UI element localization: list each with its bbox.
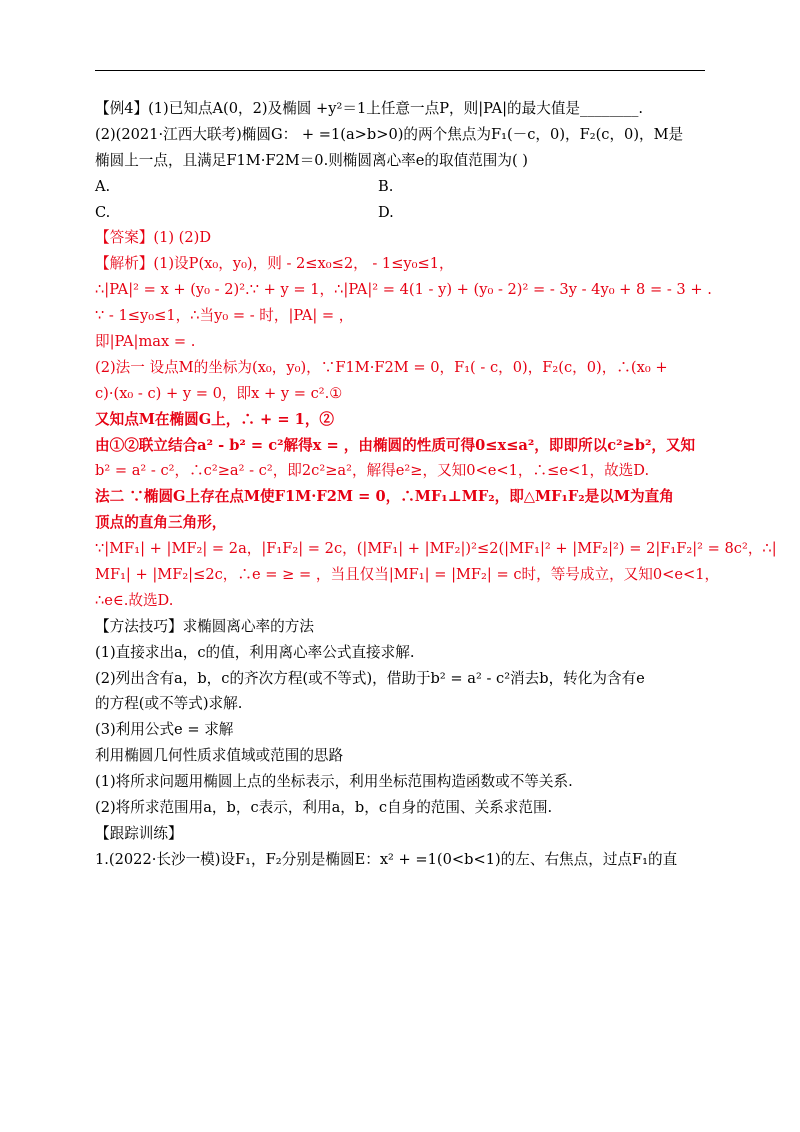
option-a: A.	[95, 177, 111, 195]
option-b: B.	[378, 177, 394, 195]
line-range-1: (1)将所求问题用椭圆上点的坐标表示，利用坐标范围构造函数或不等关系.	[95, 773, 573, 791]
line-practice-1: 1.(2022·长沙一模)设F₁，F₂分别是椭圆E：x² + =1(0<b<1)的左、右焦点，过点F₁的直	[95, 850, 678, 868]
line-practice-title: 【跟踪训练】	[95, 824, 183, 842]
line-method2-1: 法二 ∵椭圆G上存在点M使F1M·F2M = 0，∴MF₁⊥MF₂，即△MF₁F₂是以M为直角	[95, 488, 674, 506]
line-method-2: c)·(x₀ - c) + y = 0，即x + y = c².①	[95, 384, 343, 402]
line-1: 【例4】(1)已知点A(0，2)及椭圆 +y²＝1上任意一点P，则|PA|的最大值是________.	[95, 100, 644, 117]
line-tips-4: (3)利用公式e = 求解	[95, 721, 234, 739]
line-method-1: (2)法一 设点M的坐标为(x₀，y₀)，∵F1M·F2M = 0，F₁( - c，0)，F₂(c，0)，∴(x₀ +	[95, 358, 668, 376]
line-tips-2: (2)列出含有a，b，c的齐次方程(或不等式)，借助于b² = a² - c²消去b，转化为含有e	[95, 669, 645, 687]
line-method-5: b² = a² - c²，∴c²≥a² - c²，即2c²≥a²，解得e²≥，又知0<e<1，∴≤e<1，故选D.	[95, 462, 650, 480]
document-body	[95, 96, 777, 873]
line-answer: 【答案】(1) (2)D	[95, 229, 212, 247]
line-analysis-3: ∵ - 1≤y₀≤1，∴当y₀ = - 时，|PA| = ，	[95, 307, 354, 325]
line-method-3: 又知点M在椭圆G上，∴ + = 1，②	[95, 410, 335, 428]
line-2: (2)(2021·江西大联考)椭圆G： + =1(a>b>0)的两个焦点为F₁(－c，0)，F₂(c，0)，M是	[95, 125, 684, 143]
line-tips-title: 【方法技巧】求椭圆离心率的方法	[95, 617, 314, 635]
line-method2-4: MF₁| + |MF₂|≤2c，∴e = ≥ = ，当且仅当|MF₁| = |MF₂| = c时，等号成立，又知0<e<1，	[95, 566, 720, 584]
line-tips-1: (1)直接求出a，c的值，利用离心率公式直接求解.	[95, 643, 415, 661]
line-analysis-4: 即|PA|max = .	[95, 333, 196, 351]
options-row-ab	[95, 174, 707, 200]
line-method2-2: 顶点的直角三角形，	[95, 514, 227, 532]
line-analysis-1: 【解析】(1)设P(x₀，y₀)，则 - 2≤x₀≤2， - 1≤y₀≤1，	[95, 255, 454, 273]
line-range-2: (2)将所求范围用a，b，c表示，利用a，b，c自身的范围、关系求范围.	[95, 799, 553, 817]
line-analysis-2: ∴|PA|² = x + (y₀ - 2)².∵ + y = 1，∴|PA|² = 4(1 - y) + (y₀ - 2)² = - 3y - 4y₀ + 8 = - 3 + .	[95, 281, 712, 299]
header-rule	[95, 70, 705, 71]
line-3: 椭圆上一点，且满足F1M·F2M＝0.则椭圆离心率e的取值范围为( )	[95, 151, 528, 169]
line-method2-3: ∵|MF₁| + |MF₂| = 2a，|F₁F₂| = 2c，(|MF₁| + |MF₂|)²≤2(|MF₁|² + |MF₂|²) = 2|F₁F₂|² = 8c²，∴|	[95, 540, 777, 558]
line-range-title: 利用椭圆几何性质求值域或范围的思路	[95, 747, 344, 765]
options-row-cd	[95, 200, 707, 226]
line-method-4: 由①②联立结合a² - b² = c²解得x = ，由椭圆的性质可得0≤x≤a²，即即所以c²≥b²，又知	[95, 436, 696, 454]
line-tips-3: 的方程(或不等式)求解.	[95, 695, 243, 713]
line-method2-5: ∴e∈.故选D.	[95, 591, 174, 609]
option-d: D.	[378, 203, 394, 221]
option-c: C.	[95, 203, 111, 221]
